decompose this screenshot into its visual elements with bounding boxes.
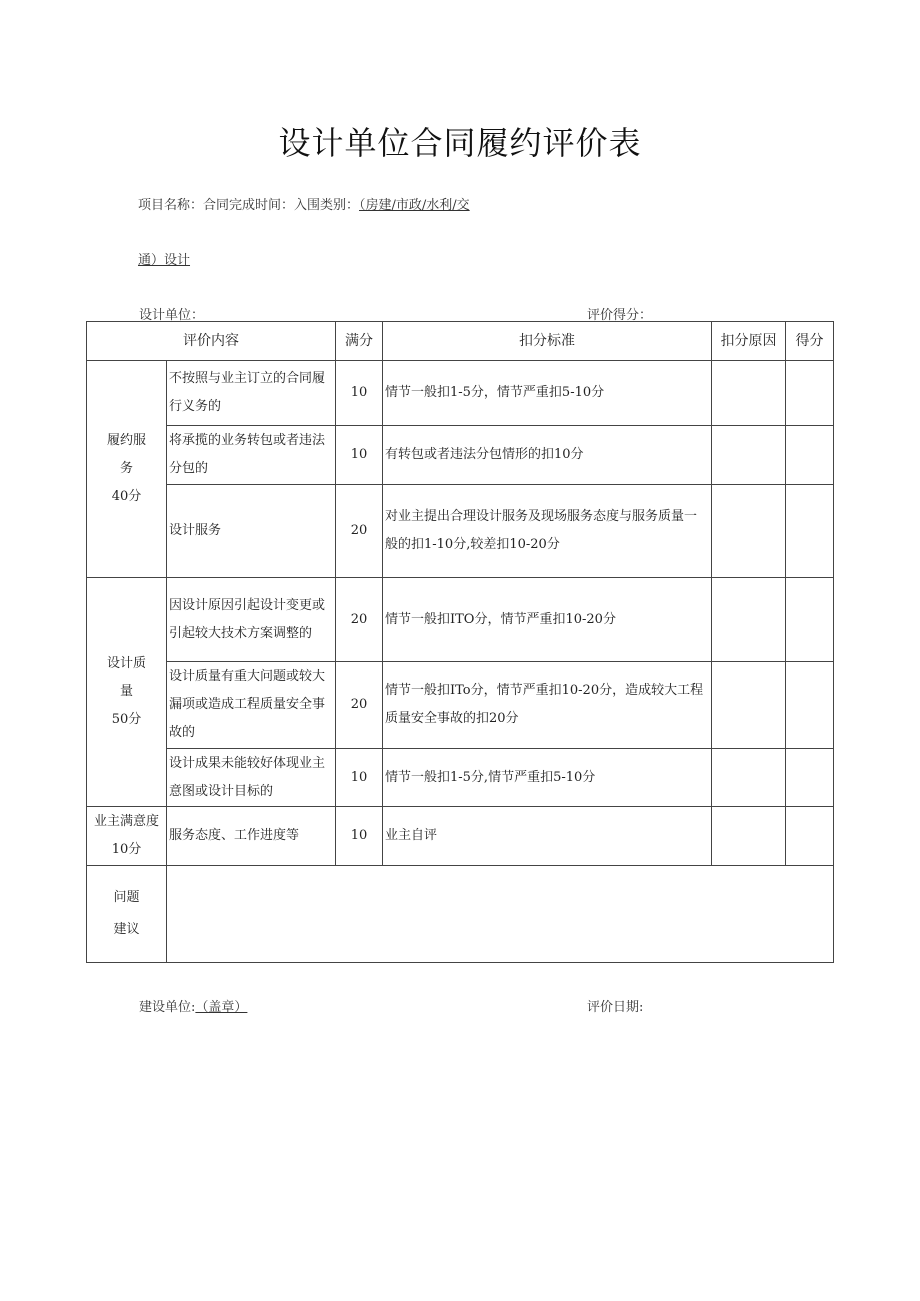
item-cell: 服务态度、工作进度等	[167, 807, 336, 866]
table-row	[87, 662, 834, 749]
score-cell[interactable]	[786, 426, 834, 485]
category-line: 业主满意度	[93, 814, 159, 829]
category-line: 设计质	[106, 656, 146, 671]
score-cell[interactable]	[786, 662, 834, 749]
evaluation-table	[86, 321, 834, 963]
header-full: 满分	[336, 322, 383, 361]
criteria-cell: 业主自评	[383, 807, 712, 866]
item-cell: 设计成果未能较好体现业主意图或设计目标的	[167, 749, 336, 807]
category-cell	[87, 361, 167, 578]
score-cell[interactable]	[786, 578, 834, 662]
item-cell: 设计服务	[167, 485, 336, 578]
full-score-cell: 10	[336, 807, 383, 866]
table-row	[87, 749, 834, 807]
score-cell[interactable]	[786, 807, 834, 866]
project-info-prefix: 项目名称：合同完成时间：入围类别：	[138, 198, 360, 213]
page-title: 设计单位合同履约评价表	[278, 124, 642, 162]
category-cell	[87, 807, 167, 866]
score-cell[interactable]	[786, 485, 834, 578]
category-line: 量	[119, 684, 133, 699]
score-cell[interactable]	[786, 749, 834, 807]
suggestion-row	[87, 866, 834, 963]
project-info-line2: 通）设计	[138, 253, 191, 268]
criteria-cell: 情节一般扣ITO分，情节严重扣10-20分	[383, 578, 712, 662]
item-cell: 因设计原因引起设计变更或引起较大技术方案调整的	[167, 578, 336, 662]
score-cell[interactable]	[786, 361, 834, 426]
suggestion-input-area[interactable]	[167, 866, 834, 963]
table-row	[87, 426, 834, 485]
category-options: （房建/市政/水利/交	[359, 198, 470, 213]
table-row	[87, 361, 834, 426]
full-score-cell: 20	[336, 662, 383, 749]
full-score-cell: 10	[336, 361, 383, 426]
table-header-row	[87, 322, 834, 361]
item-cell: 将承揽的业务转包或者违法分包的	[167, 426, 336, 485]
reason-cell[interactable]	[712, 807, 786, 866]
full-score-cell: 10	[336, 749, 383, 807]
reason-cell[interactable]	[712, 749, 786, 807]
item-cell: 设计质量有重大问题或较大漏项或造成工程质量安全事故的	[167, 662, 336, 749]
reason-cell[interactable]	[712, 578, 786, 662]
criteria-cell: 有转包或者违法分包情形的扣10分	[383, 426, 712, 485]
evaluation-date-label: 评价日期:	[587, 1000, 644, 1015]
category-line: 10分	[111, 842, 142, 857]
header-reason: 扣分原因	[712, 322, 786, 361]
reason-cell[interactable]	[712, 426, 786, 485]
criteria-cell: 情节一般扣1-5分，情节严重扣5-10分	[383, 361, 712, 426]
builder-label: 建设单位:	[139, 1000, 196, 1015]
category-line: 50分	[111, 712, 142, 727]
header-content: 评价内容	[87, 322, 336, 361]
criteria-cell: 情节一般扣1-5分,情节严重扣5-10分	[383, 749, 712, 807]
full-score-cell: 20	[336, 578, 383, 662]
project-info-line1	[138, 194, 470, 213]
criteria-cell: 情节一般扣ITo分，情节严重扣10-20分，造成较大工程质量安全事故的扣20分	[383, 662, 712, 749]
header-score: 得分	[786, 322, 834, 361]
category-cell	[87, 578, 167, 807]
table-row	[87, 485, 834, 578]
reason-cell[interactable]	[712, 662, 786, 749]
score-label: 评价得分：	[587, 308, 653, 323]
design-unit-label: 设计单位：	[139, 308, 205, 323]
category-line: 40分	[111, 489, 142, 504]
full-score-cell: 20	[336, 485, 383, 578]
category-line: 务	[119, 461, 133, 476]
reason-cell[interactable]	[712, 361, 786, 426]
item-cell: 不按照与业主订立的合同履行义务的	[167, 361, 336, 426]
builder-line	[139, 996, 247, 1015]
criteria-cell: 对业主提出合理设计服务及现场服务态度与服务质量一般的扣1-10分,较差扣10-20分	[383, 485, 712, 578]
suggestion-label-line: 建议	[113, 922, 140, 937]
header-criteria: 扣分标准	[383, 322, 712, 361]
table-row	[87, 807, 834, 866]
category-line: 履约服	[106, 433, 146, 448]
table-row	[87, 578, 834, 662]
reason-cell[interactable]	[712, 485, 786, 578]
suggestion-label-line: 问题	[113, 890, 140, 905]
full-score-cell: 10	[336, 426, 383, 485]
suggestion-label-cell	[87, 866, 167, 963]
seal-placeholder: （盖章）	[195, 1000, 248, 1015]
